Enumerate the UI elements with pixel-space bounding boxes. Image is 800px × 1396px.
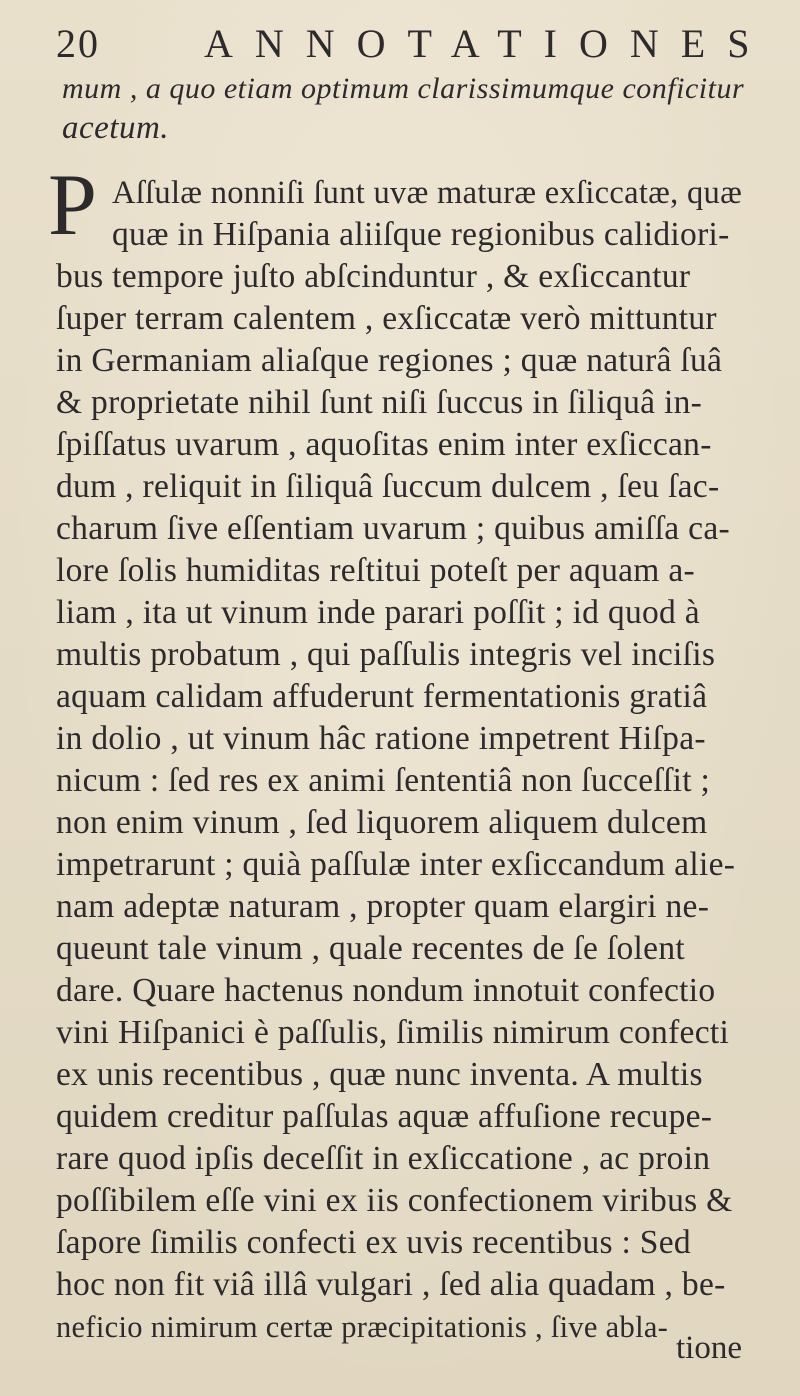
running-title: ANNOTATIONES xyxy=(204,21,772,66)
body-line: quæ in Hiſpania aliiſque regionibus calidiori- xyxy=(112,216,730,253)
body-line: poſſibilem eſſe vini ex iis confectionem viribus & xyxy=(56,1182,733,1219)
body-line: non enim vinum , ſed liquorem aliquem dulcem xyxy=(56,804,708,841)
body-line: dum , reliquit in ſiliquâ ſuccum dulcem , ſeu ſac- xyxy=(56,468,720,505)
body-line: Aſſulæ nonniſi ſunt uvæ maturæ exſiccatæ, quæ xyxy=(112,175,743,211)
body-line: liam , ita ut vinum inde parari poſſit ; id quod à xyxy=(56,594,700,631)
body-line: neficio nimirum certæ præcipitationis , ſive abla- xyxy=(56,1310,669,1344)
body-line: lore ſolis humiditas reſtitui poteſt per aquam a- xyxy=(56,552,695,589)
body-line: nam adeptæ naturam , propter quam elargiri ne- xyxy=(56,888,710,925)
body-line: & proprietate nihil ſunt niſi ſuccus in ſiliquâ in- xyxy=(56,384,703,421)
page-header xyxy=(56,18,772,68)
intro-line-2: acetum. xyxy=(62,110,170,146)
body-line: quidem creditur paſſulas aquæ affuſione recupe- xyxy=(56,1098,713,1135)
body-line: nicum : ſed res ex animi ſententiâ non ſucceſſit ; xyxy=(56,762,711,799)
body-line: multis probatum , qui paſſulis integris vel inciſis xyxy=(56,636,716,673)
catchword: tione xyxy=(676,1330,742,1366)
body-line: in Germaniam aliaſque regiones ; quæ naturâ ſuâ xyxy=(56,342,723,379)
body-line: vini Hiſpanici è paſſulis, ſimilis nimirum confecti xyxy=(56,1014,730,1051)
body-line: hoc non fit viâ illâ vulgari , ſed alia quadam , be- xyxy=(56,1266,726,1303)
body-line: rare quod ipſis deceſſit in exſiccatione , ac proin xyxy=(56,1140,711,1177)
body-line: ſpiſſatus uvarum , aquoſitas enim inter exſiccan- xyxy=(56,426,712,463)
body-line: queunt tale vinum , quale recentes de ſe ſolent xyxy=(56,930,685,967)
body-line: ex unis recentibus , quæ nunc inventa. A multis xyxy=(56,1056,703,1093)
body-line: dare. Quare hactenus nondum innotuit confectio xyxy=(56,972,716,1009)
intro-line-1: mum , a quo etiam optimum clarissimumque conficitur xyxy=(62,72,745,105)
body-line: impetrarunt ; quià paſſulæ inter exſiccandum alie- xyxy=(56,846,736,883)
body-line: aquam calidam affuderunt fermentationis gratiâ xyxy=(56,678,708,715)
body-line: ſuper terram calentem , exſiccatæ verò mittuntur xyxy=(56,300,717,337)
body-line: in dolio , ut vinum hâc ratione impetrent Hiſpa- xyxy=(56,720,706,757)
body-line: charum ſive eſſentiam uvarum ; quibus amiſſa ca- xyxy=(56,510,730,547)
drop-cap: P xyxy=(48,157,97,254)
body-line: ſapore ſimilis confecti ex uvis recentibus : Sed xyxy=(56,1224,691,1261)
body-line: bus tempore juſto abſcinduntur , & exſiccantur xyxy=(56,258,691,295)
page-number: 20 xyxy=(56,21,100,66)
